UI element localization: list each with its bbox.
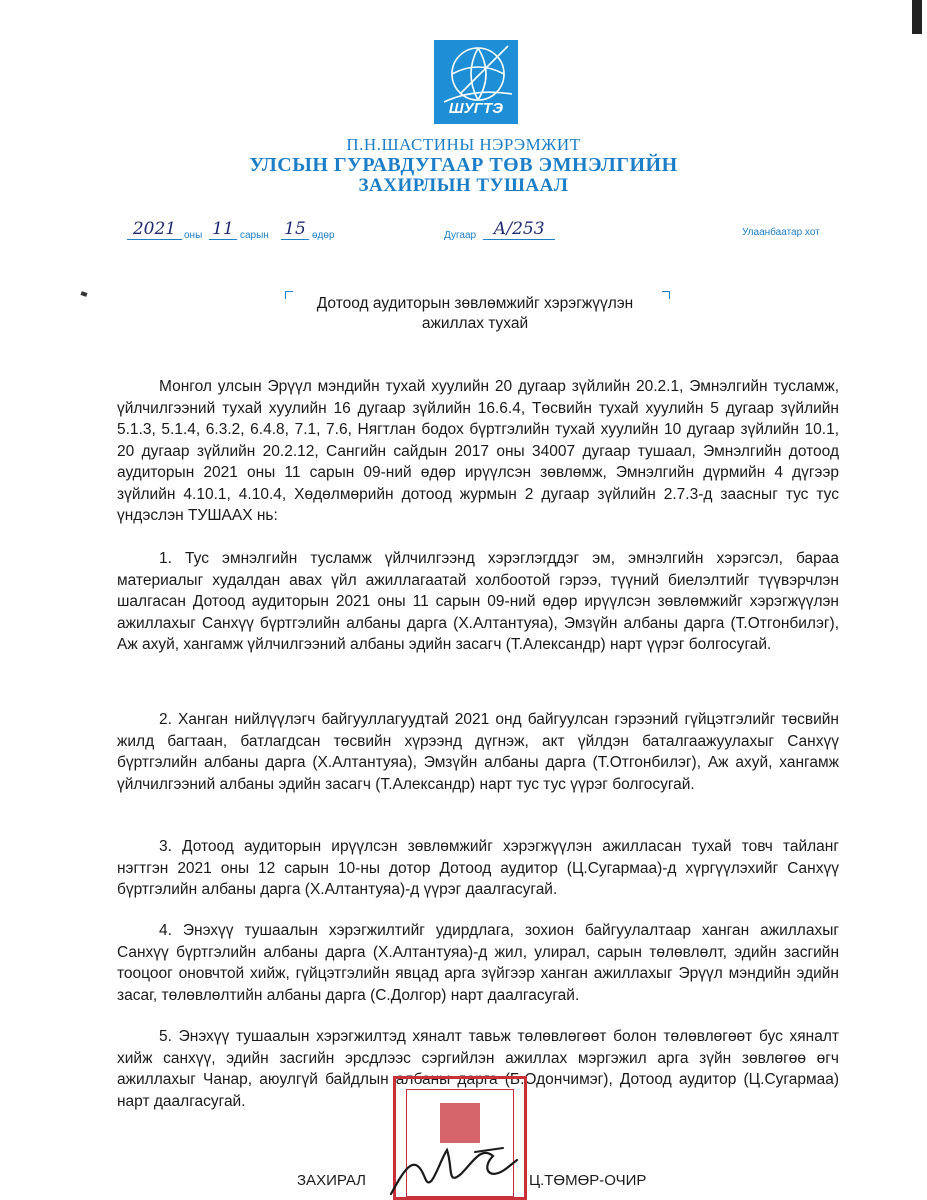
handwritten-signature bbox=[385, 1138, 525, 1200]
order-item-5-text: 5. Энэхүү тушаалын хэрэгжилтэд хяналт тавьж төлөвлөгөөт болон төлөвлөгөөт бус хяналт хийж санхүү, эдийн засгийн эрсдлээс сэргийлэн ажиллах мэргэжил арга зүйн зөвлөгөө өгч ажиллахыг Чанар, аюулгүй байдлын албаны дарга (Б.Одончимэг), Дотоод аудитор (Ц.Сугармаа) нарт даалгасугай. bbox=[117, 1028, 839, 1110]
city-label: Улаанбаатар хот bbox=[742, 227, 820, 238]
order-item-4-text: 4. Энэхүү тушаалын хэрэгжилтийг удирдлага, зохион байгуулалтаар ханган ажиллахыг Санхүү бүртгэлийн албаны дарга (Х.Алтантуяа)-д жил, улирал, сарын төлөвлөлт, эдийн засгийн тооцоог оновчтой хийж, гүйцэтгэлийн явцад арга зүйгээр ханган ажиллахыг Эрүүл мэндийн эдийн засаг, төлөвлөлтийн албаны дарга (С.Долгор) нарт даалгасугай. bbox=[117, 922, 839, 1004]
signatory-title: ЗАХИРАЛ bbox=[297, 1172, 367, 1189]
header-line-1: П.Н.ШАСТИНЫ НЭРЭМЖИТ bbox=[346, 135, 581, 154]
order-item-2 bbox=[117, 709, 839, 795]
order-item-1-text: 1. Тус эмнэлгийн тусламж үйлчилгээнд хэрэглэгддэг эм, эмнэлгийн хэрэгсэл, бараа материалыг худалдан авах үйл ажиллагаатай холбоотой гэрээ, түүний биелэлтийг түүвэрчлэн шалгасан Дотоод аудиторын 2021 оны 11 сарын 09-ний өдөр ирүүлсэн зөвлөмжийг хэрэгжүүлэн ажиллахыг Санхүү бүртгэлийн албаны дарга (Х.Алтантуяа), Эмзүйн албаны дарга (Т.Отгонбилэг), Аж ахуй, хангамж үйлчилгээний албаны эдийн засагч (Т.Александр) нарт үүрэг болгосугай. bbox=[117, 550, 839, 653]
header-line-2: УЛСЫН ГУРАВДУГААР ТӨВ ЭМНЭЛГИЙН bbox=[249, 154, 678, 176]
order-item-2-text: 2. Ханган нийлүүлэгч байгууллагуудтай 2021 онд байгуулсан гэрээний гүйцэтгэлийг төсвийн жилд багтаан, батлагдсан төсвийн хүрээнд дүгнэж, акт үйлдэн баталгаажуулахыг Санхүү бүртгэлийн албаны дарга (Х.Алтантуяа), Эмзүйн албаны дарга (Т.Отгонбилэг), Аж ахуй, хангамж үйлчилгээний албаны эдийн засагч (Т.Александр) нарт тус тус үүрэг болгосугай. bbox=[117, 711, 839, 793]
date-year: 2021 bbox=[127, 219, 182, 240]
date-month: 11 bbox=[209, 219, 237, 240]
order-subject bbox=[290, 294, 660, 334]
order-item-4 bbox=[117, 920, 839, 1006]
order-number-label: Дугаар bbox=[444, 230, 477, 241]
date-day: 15 bbox=[281, 219, 309, 240]
subject-bracket-right bbox=[662, 291, 670, 299]
preamble-text: Монгол улсын Эрүүл мэндийн тухай хуулийн 20 дугаар зүйлийн 20.2.1, Эмнэлгийн тусламж, үйлчилгээний тухай хуулийн 16 дугаар зүйлийн 16.6.4, Төсвийн тухай хуулийн 5 дугаар зүйлийн 5.1.3, 5.1.4, 6.3.2, 6.4.8, 7.1, 7.6, Нягтлан бодох бүртгэлийн тухай хуулийн 10 дугаар зүйлийн 10.1, 20 дугаар зүйлийн 20.2.12, Сангийн сайдын 2017 оны 34007 дугаар тушаал, Эмнэлгийн дотоод аудиторын 2021 оны 11 сарын 09-ний өдөр ирүүлсэн зөвлөмж, Эмнэлгийн дүрмийн 4 дүгээр зүйлийн 4.10.1, 4.10.4, Хөдөлмөрийн дотоод журмын 2 дугаар зүйлийн 2.7.3-д заасныг тус тус үндэслэн ТУШААХ нь: bbox=[117, 378, 839, 524]
scan-edge-mark bbox=[912, 0, 922, 34]
header-line-3: ЗАХИРЛЫН ТУШААЛ bbox=[358, 175, 569, 196]
order-number: А/253 bbox=[483, 219, 555, 240]
stamp-logo-icon bbox=[440, 1103, 480, 1143]
preamble-paragraph bbox=[117, 376, 839, 527]
date-year-suffix: оны bbox=[184, 230, 203, 241]
date-day-suffix: өдөр bbox=[312, 230, 335, 241]
subject-line-2: ажиллах тухай bbox=[421, 315, 529, 332]
subject-line-1: Дотоод аудиторын зөвлөмжийг хэрэгжүүлэн bbox=[316, 295, 634, 312]
hospital-logo bbox=[434, 40, 518, 124]
signatory-name: Ц.ТӨМӨР-ОЧИР bbox=[529, 1172, 647, 1189]
order-item-3-text: 3. Дотоод аудиторын ирүүлсэн зөвлөмжийг хэрэгжүүлэн ажилласан тухай товч тайланг нэгтгэн 2021 оны 12 сарын 10-ны дотор Дотоод аудитор (Ц.Сугармаа)-д хүргүүлэхийг Санхүү бүртгэлийн албаны дарга (Х.Алтантуяа)-д үүрэг даалгасугай. bbox=[117, 838, 839, 898]
order-item-3 bbox=[117, 836, 839, 901]
scan-speck bbox=[80, 291, 87, 297]
date-month-suffix: сарын bbox=[240, 230, 269, 241]
logo-text: ШУГТЭ bbox=[448, 100, 504, 117]
order-item-1 bbox=[117, 548, 839, 656]
